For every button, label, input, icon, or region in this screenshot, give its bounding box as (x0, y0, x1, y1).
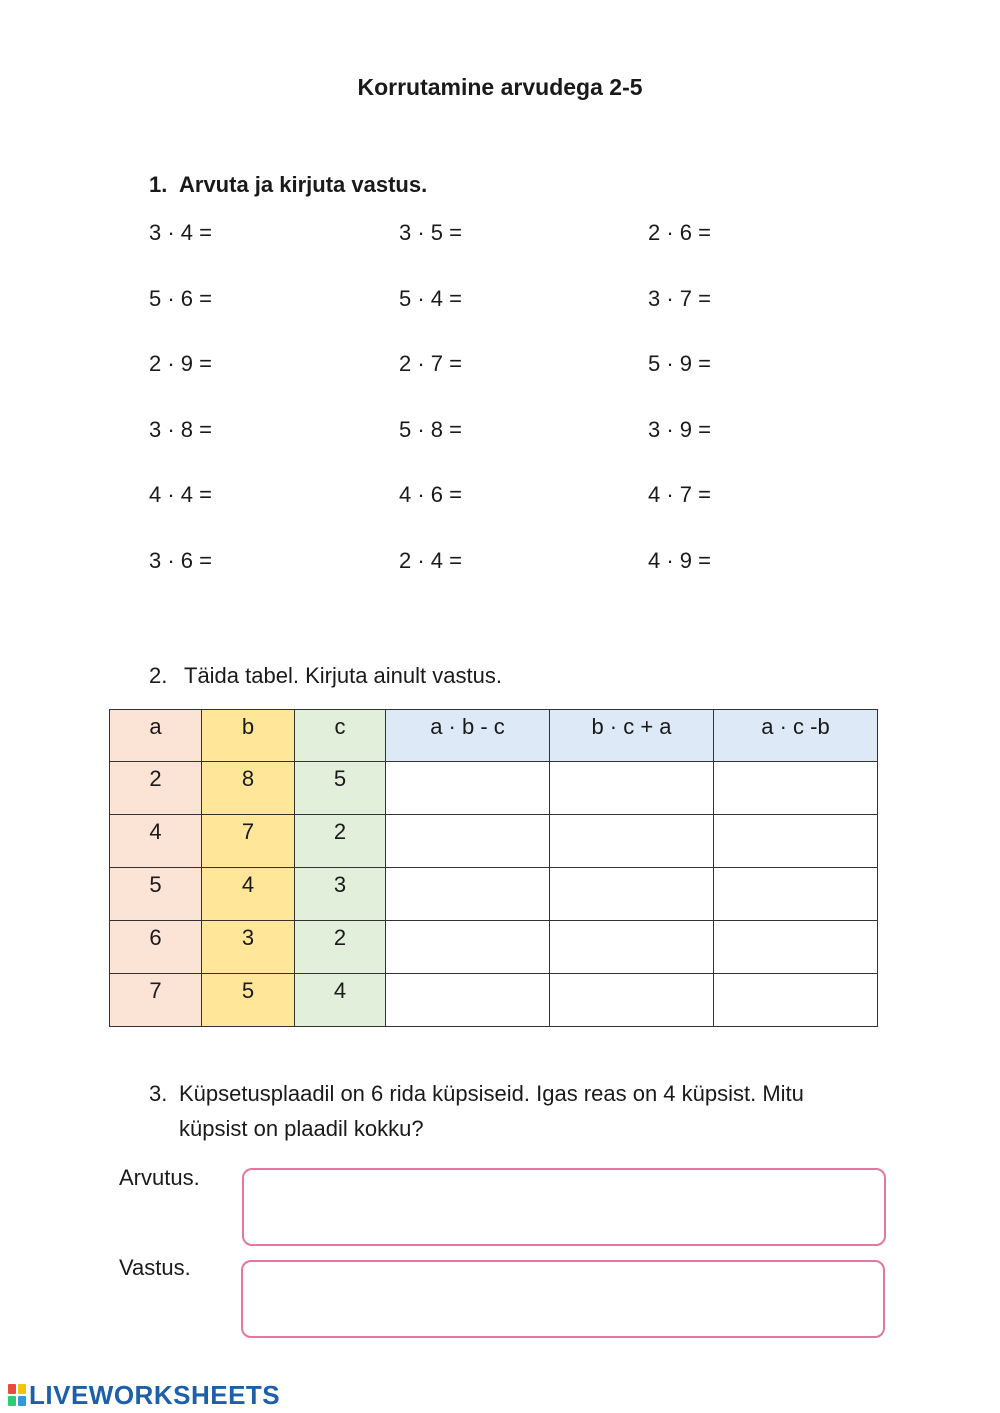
answer-cell[interactable] (714, 762, 878, 815)
cell-a: 2 (110, 762, 202, 815)
logo-block (8, 1384, 16, 1394)
answer-cell[interactable] (714, 921, 878, 974)
cell-b: 8 (202, 762, 295, 815)
answer-cell[interactable] (550, 921, 714, 974)
task3-question (149, 1081, 889, 1107)
answer-cell[interactable] (550, 762, 714, 815)
header-c: c (295, 710, 386, 762)
calc-label: Arvutus. (119, 1165, 200, 1190)
multiplication-problem: 2 · 6 = (648, 220, 711, 245)
table-row (110, 974, 878, 1027)
multiplication-problem: 3 · 4 = (149, 220, 212, 245)
answer-cell[interactable] (550, 815, 714, 868)
cell-b: 3 (202, 921, 295, 974)
header-a: a (110, 710, 202, 762)
liveworksheets-logo (8, 1380, 280, 1410)
task2-table (109, 709, 878, 1027)
table-row (110, 868, 878, 921)
logo-block (18, 1384, 26, 1394)
answer-cell[interactable] (714, 974, 878, 1027)
cell-c: 5 (295, 762, 386, 815)
cell-b: 5 (202, 974, 295, 1027)
cell-c: 3 (295, 868, 386, 921)
multiplication-problem: 4 · 4 = (149, 482, 212, 507)
logo-blocks-icon (8, 1384, 26, 1406)
calc-answer-box[interactable] (242, 1168, 886, 1246)
multiplication-problem: 4 · 7 = (648, 482, 711, 507)
answer-cell[interactable] (714, 815, 878, 868)
answer-cell[interactable] (386, 921, 550, 974)
cell-a: 5 (110, 868, 202, 921)
multiplication-problem: 3 · 9 = (648, 417, 711, 442)
multiplication-problem: 5 · 6 = (149, 286, 212, 311)
task3-line2: küpsist on plaadil kokku? (179, 1116, 424, 1141)
task1-number: 1. (149, 172, 168, 197)
answer-cell[interactable] (386, 974, 550, 1027)
multiplication-problem: 4 · 9 = (648, 548, 711, 573)
multiplication-problem: 5 · 9 = (648, 351, 711, 376)
page-title: Korrutamine arvudega 2-5 (357, 74, 643, 100)
multiplication-problem: 3 · 7 = (648, 286, 711, 311)
logo-block (18, 1396, 26, 1406)
header-b: b (202, 710, 295, 762)
task3-number: 3. (149, 1081, 168, 1106)
multiplication-problem: 4 · 6 = (399, 482, 462, 507)
table-header-row (110, 710, 878, 762)
cell-c: 4 (295, 974, 386, 1027)
task2-heading (149, 663, 502, 689)
cell-c: 2 (295, 921, 386, 974)
cell-a: 7 (110, 974, 202, 1027)
answer-cell[interactable] (386, 762, 550, 815)
cell-a: 4 (110, 815, 202, 868)
cell-c: 2 (295, 815, 386, 868)
table-row (110, 815, 878, 868)
task1-heading (149, 172, 427, 198)
table-row (110, 921, 878, 974)
header-expr-1: a · b - c (386, 710, 550, 762)
answer-cell[interactable] (386, 815, 550, 868)
cell-b: 4 (202, 868, 295, 921)
multiplication-problem: 3 · 5 = (399, 220, 462, 245)
answer-cell[interactable] (550, 868, 714, 921)
task3-line1: Küpsetusplaadil on 6 rida küpsiseid. Igas reas on 4 küpsist. Mitu (179, 1081, 804, 1106)
task2-heading-text: Täida tabel. Kirjuta ainult vastus. (184, 663, 502, 688)
multiplication-problem: 5 · 8 = (399, 417, 462, 442)
task1-heading-text: Arvuta ja kirjuta vastus. (179, 172, 428, 197)
answer-cell[interactable] (550, 974, 714, 1027)
multiplication-problem: 2 · 9 = (149, 351, 212, 376)
multiplication-problem: 2 · 4 = (399, 548, 462, 573)
logo-block (8, 1396, 16, 1406)
task2-number: 2. (149, 663, 168, 688)
final-answer-box[interactable] (241, 1260, 885, 1338)
cell-a: 6 (110, 921, 202, 974)
header-expr-2: b · c + a (550, 710, 714, 762)
multiplication-problem: 5 · 4 = (399, 286, 462, 311)
multiplication-problem: 3 · 8 = (149, 417, 212, 442)
answer-cell[interactable] (714, 868, 878, 921)
table-row (110, 762, 878, 815)
answer-label: Vastus. (119, 1255, 191, 1280)
multiplication-problem: 3 · 6 = (149, 548, 212, 573)
cell-b: 7 (202, 815, 295, 868)
answer-cell[interactable] (386, 868, 550, 921)
header-expr-3: a · c -b (714, 710, 878, 762)
multiplication-problem: 2 · 7 = (399, 351, 462, 376)
logo-text: LIVEWORKSHEETS (29, 1379, 281, 1410)
